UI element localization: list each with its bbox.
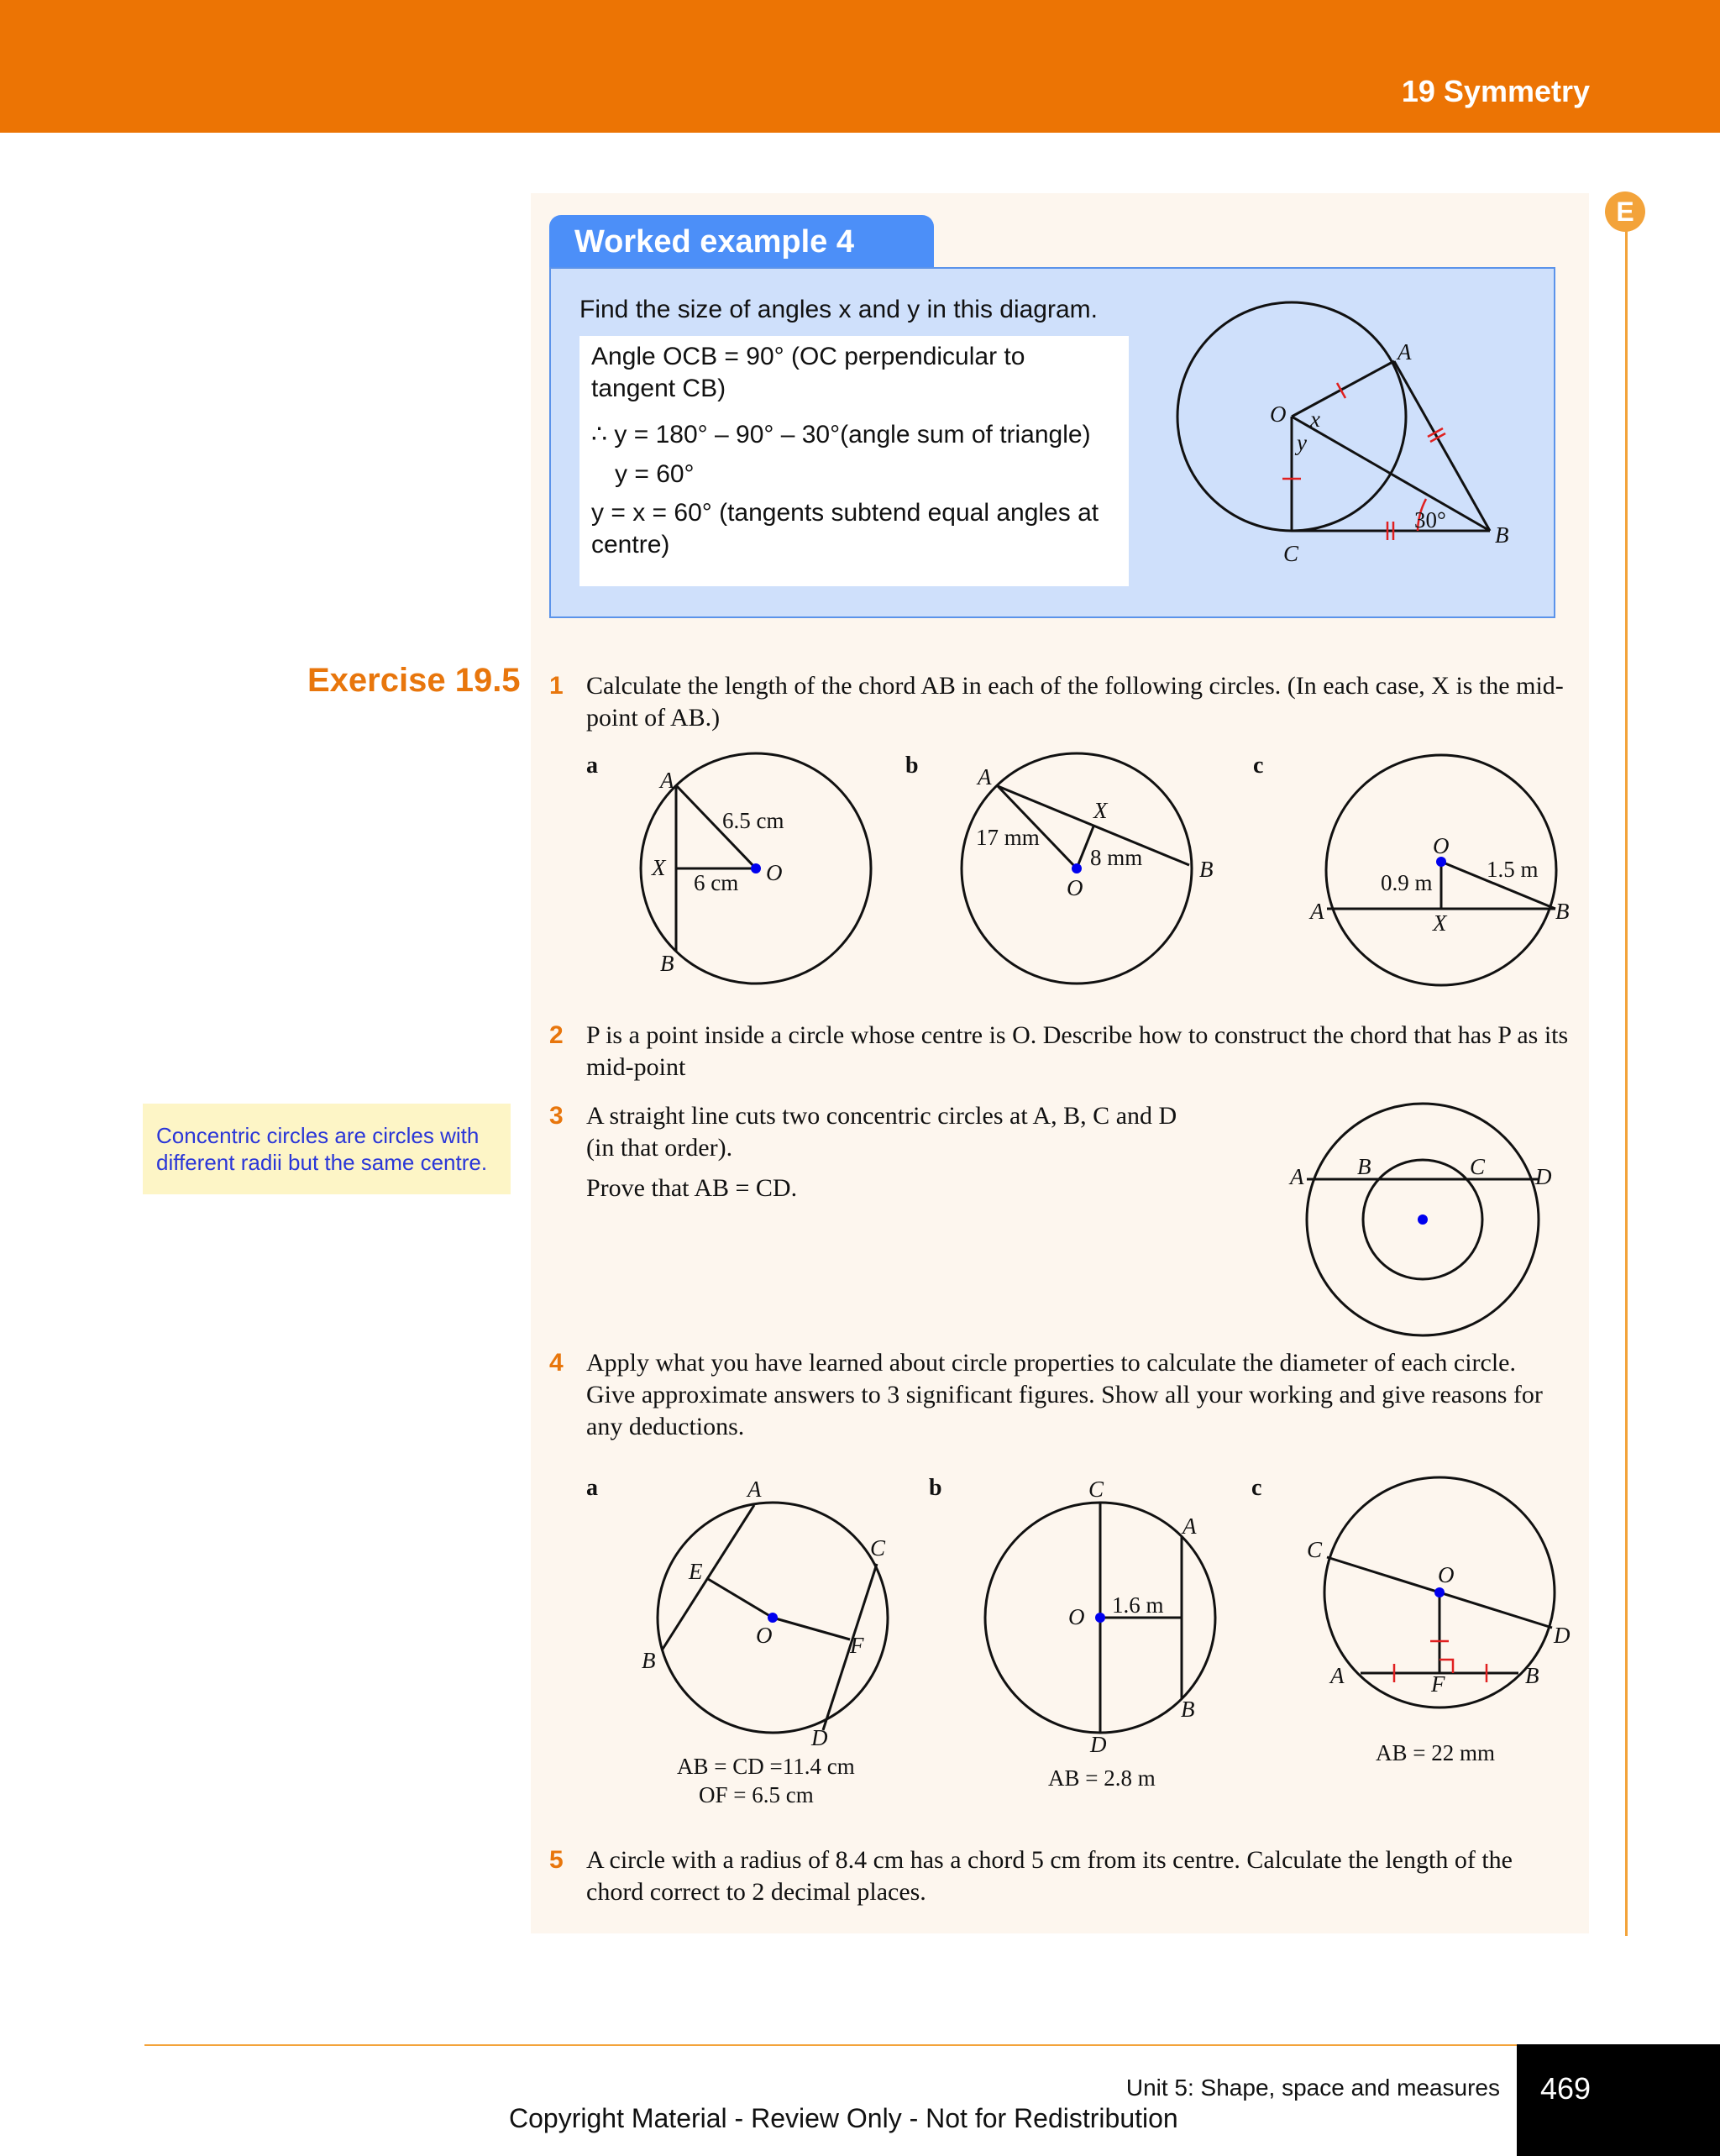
point-label: C	[1283, 541, 1299, 566]
point-label: B	[1199, 857, 1214, 882]
exercise-title: Exercise 19.5	[307, 662, 521, 699]
solution-line: Angle OCB = 90° (OC perpendicular to	[591, 343, 1025, 370]
solution-line: centre)	[591, 531, 670, 559]
point-label: O	[1270, 401, 1287, 427]
point-label: X	[1093, 798, 1108, 823]
point-label: F	[850, 1633, 864, 1658]
copyright-notice: Copyright Material - Review Only - Not for Redistribution	[509, 2103, 1178, 2133]
given-value: OF = 6.5 cm	[699, 1782, 814, 1807]
question-number: 4	[549, 1349, 564, 1377]
footer-unit: Unit 5: Shape, space and measures	[1125, 2075, 1500, 2101]
question-text: P is a point inside a circle whose centre is O. Describe how to construct the chord that has P as its mid-point	[586, 1021, 1569, 1081]
point-label: A	[1310, 899, 1324, 924]
point-label: D	[1535, 1164, 1552, 1189]
point-label: B	[1555, 899, 1570, 924]
angle-label: 30°	[1414, 507, 1446, 532]
question-number: 1	[549, 672, 564, 700]
point-label: O	[1068, 1604, 1085, 1629]
point-label: X	[652, 855, 666, 880]
worked-example-diagram	[1177, 302, 1490, 540]
point-label: B	[1495, 522, 1509, 548]
point-label: B	[660, 951, 674, 976]
question-number: 2	[549, 1021, 564, 1049]
extended-badge: E	[1605, 191, 1645, 232]
length-label: 0.9 m	[1381, 870, 1433, 895]
point-label: O	[1433, 833, 1450, 858]
point-label: A	[660, 768, 674, 793]
worked-example-title: Worked example 4	[549, 215, 934, 269]
centre-dot	[751, 863, 761, 873]
given-value: AB = 2.8 m	[1048, 1765, 1156, 1791]
given-value: AB = 22 mm	[1376, 1740, 1495, 1765]
question-text-line: A straight line cuts two concentric circles at A, B, C and D	[586, 1102, 1177, 1130]
point-label: B	[1525, 1663, 1539, 1688]
solution-line: y = x = 60° (tangents subtend equal angles at	[591, 499, 1099, 527]
page-number: 469	[1517, 2044, 1720, 2156]
point-label: D	[1554, 1623, 1571, 1648]
centre-dot	[768, 1613, 778, 1623]
length-label: 1.6 m	[1112, 1592, 1164, 1618]
length-label: 6.5 cm	[722, 808, 784, 833]
point-label: C	[1088, 1477, 1104, 1502]
part-label: c	[1251, 1475, 1262, 1501]
centre-dot	[1418, 1214, 1428, 1225]
centre-dot	[1072, 863, 1082, 873]
given-value: AB = CD =11.4 cm	[677, 1754, 855, 1779]
point-label: C	[870, 1535, 886, 1561]
point-label: B	[642, 1648, 656, 1673]
question-number: 3	[549, 1102, 564, 1130]
point-label: D	[811, 1725, 828, 1750]
length-label: 8 mm	[1090, 845, 1143, 870]
point-label: F	[1431, 1671, 1445, 1697]
angle-label: y	[1297, 430, 1307, 455]
point-label: A	[1330, 1663, 1345, 1688]
point-label: A	[1398, 339, 1412, 365]
question-text-line: Prove that AB = CD.	[586, 1174, 798, 1202]
solution-line: ∴ y = 180° – 90° – 30°(angle sum of triangle)	[591, 421, 1091, 449]
chapter-title: 19 Symmetry	[1401, 74, 1590, 108]
point-label: D	[1090, 1732, 1107, 1757]
point-label: E	[689, 1559, 703, 1584]
question-text: Apply what you have learned about circle properties to calculate the diameter of each circle. Give approximate answers to 3 significant figures. Show all your working and give reasons for any deductions.	[586, 1349, 1543, 1440]
worked-example-question: Find the size of angles x and y in this diagram.	[579, 296, 1098, 323]
point-label: X	[1433, 910, 1447, 936]
centre-dot	[1095, 1613, 1105, 1623]
point-label: A	[1290, 1164, 1304, 1189]
part-label: c	[1253, 753, 1264, 779]
point-label: B	[1357, 1154, 1371, 1179]
angle-label: x	[1310, 407, 1320, 432]
length-label: 6 cm	[694, 870, 739, 895]
question-number: 5	[549, 1846, 564, 1874]
part-label: b	[929, 1475, 942, 1501]
question-text: Calculate the length of the chord AB in each of the following circles. (In each case, X is the mid-point of AB.)	[586, 672, 1564, 732]
centre-dot	[1434, 1587, 1445, 1597]
concentric-circles-note: Concentric circles are circles with different radii but the same centre.	[143, 1104, 511, 1194]
part-label: a	[586, 1475, 598, 1501]
part-label: b	[905, 753, 919, 779]
point-label: A	[978, 764, 992, 789]
question-text-line: (in that order).	[586, 1134, 733, 1162]
length-label: 1.5 m	[1487, 857, 1539, 882]
solution-line: y = 60°	[615, 460, 695, 488]
question-text: A circle with a radius of 8.4 cm has a chord 5 cm from its centre. Calculate the length of the chord correct to 2 decimal places.	[586, 1846, 1513, 1906]
point-label: O	[756, 1623, 773, 1648]
point-label: O	[766, 860, 783, 885]
footer-rule	[144, 2044, 1517, 2046]
point-label: A	[1182, 1513, 1197, 1539]
point-label: B	[1181, 1697, 1195, 1722]
solution-line: tangent CB)	[591, 375, 726, 402]
part-label: a	[586, 753, 598, 779]
point-label: C	[1470, 1154, 1486, 1179]
point-label: C	[1307, 1537, 1323, 1562]
point-label: O	[1438, 1562, 1455, 1587]
point-label: A	[747, 1477, 762, 1502]
point-label: O	[1067, 875, 1083, 900]
length-label: 17 mm	[976, 825, 1040, 850]
